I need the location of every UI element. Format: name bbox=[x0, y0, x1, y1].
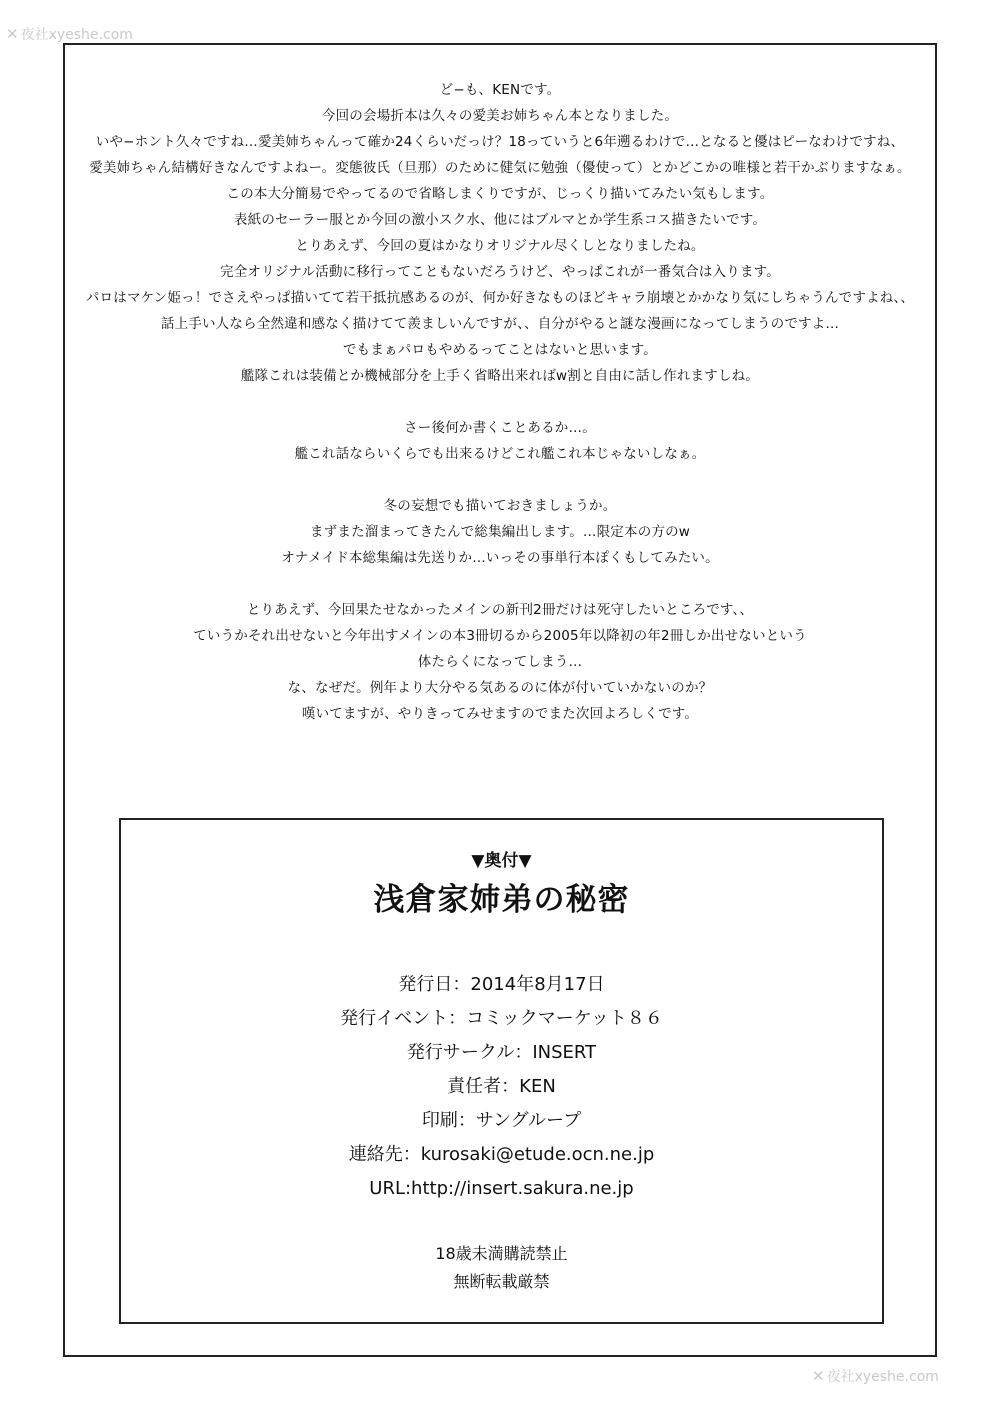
afterword-line: 艦隊これは装備とか機械部分を上手く省略出来ればw割と自由に話し作れますしね。 bbox=[240, 368, 760, 384]
issue-date: 発行日：2014年8月17日 bbox=[398, 974, 605, 995]
notices bbox=[121, 1240, 882, 1296]
afterword-line: 表紙のセーラー服とか今回の激小スク水、他にはブルマとか学生系コス描きたいです。 bbox=[233, 212, 767, 228]
afterword-line: 愛美姉ちゃん結構好きなんですよねー。変態彼氏（旦那）のために健気に勉強（優使って）とかどこかの唯様と若干かぶりますなぁ。 bbox=[89, 160, 911, 176]
watermark-bottom bbox=[812, 1366, 939, 1386]
afterword-line: でもまぁパロもやめるってことはないと思います。 bbox=[342, 342, 658, 358]
publication-info bbox=[121, 968, 882, 1206]
watermark-top-text: 夜社xyeshe.com bbox=[20, 27, 133, 43]
afterword-text bbox=[64, 77, 936, 727]
afterword-line: この本大分簡易でやってるので省略しまくりですが、じっくり描いてみたい気もします。 bbox=[226, 186, 774, 202]
responsible-person: 責任者：KEN bbox=[447, 1076, 556, 1097]
afterword-line: オナメイド本総集編は先送りか…いっその事単行本ぽくもしてみたい。 bbox=[281, 550, 719, 566]
afterword-line: 冬の妄想でも描いておきましょうか。 bbox=[383, 498, 617, 514]
paragraph-gap bbox=[64, 571, 936, 597]
paragraph-gap bbox=[64, 389, 936, 415]
printer: 印刷：サングループ bbox=[421, 1110, 582, 1131]
afterword-line: 嘆いてますが、やりきってみせますのでまた次回よろしくです。 bbox=[301, 706, 699, 722]
watermark-bottom-text: 夜社xyeshe.com bbox=[826, 1369, 939, 1385]
afterword-line: いや−ホント久々ですね…愛美姉ちゃんって確か24くらいだっけ？18っていうと6年遡るわけで…となると優はピーなわけですね、 bbox=[95, 134, 905, 150]
afterword-line: 今回の会場折本は久々の愛美お姉ちゃん本となりました。 bbox=[321, 108, 679, 124]
afterword-line: 艦これ話ならいくらでも出来るけどこれ艦これ本じゃないしなぁ。 bbox=[294, 446, 706, 462]
colophon-heading: ▼奥付▼ bbox=[471, 851, 532, 871]
x-logo-icon: ✕ bbox=[6, 25, 19, 43]
afterword-line: とりあえず、今回果たせなかったメインの新刊2冊だけは死守したいところです、、 bbox=[246, 602, 754, 618]
afterword-line: ど−も、KENです。 bbox=[439, 82, 561, 98]
afterword-line: パロはマケン姫っ！でさえやっぱ描いてて若干抵抗感あるのが、何か好きなものほどキャラ崩壊とかかなり気にしちゃうんですよね、、 bbox=[85, 290, 915, 306]
age-restriction-notice: 18歳未満購読禁止 bbox=[435, 1244, 568, 1263]
issue-event: 発行イベント：コミックマーケット８６ bbox=[340, 1008, 663, 1029]
afterword-line: 完全オリジナル活動に移行ってこともないだろうけど、やっぱこれが一番気合は入ります。 bbox=[220, 264, 780, 280]
watermark-top bbox=[6, 24, 133, 44]
afterword-line: ていうかそれ出せないと今年出すメインの本3冊切るから2005年以降初の年2冊しか出せないという bbox=[193, 628, 807, 644]
issue-circle: 発行サークル：INSERT bbox=[406, 1042, 597, 1063]
afterword-line: な、なぜだ。例年より大分やる気あるのに体が付いていかないのか？ bbox=[287, 680, 713, 696]
paragraph-gap bbox=[64, 467, 936, 493]
afterword-line: さー後何か書くことあるか…。 bbox=[404, 420, 596, 436]
afterword-line: 話上手い人なら全然違和感なく描けてて羨ましいんですが、、自分がやると謎な漫画になってしまうのですよ… bbox=[160, 316, 840, 332]
no-reproduction-notice: 無断転載厳禁 bbox=[453, 1272, 550, 1291]
afterword-line: まずまた溜まってきたんで総集編出します。…限定本の方のw bbox=[309, 524, 691, 540]
afterword-line: 体たらくになってしまう… bbox=[417, 654, 583, 670]
website-url: URL:http://insert.sakura.ne.jp bbox=[369, 1178, 634, 1199]
x-logo-icon: ✕ bbox=[812, 1367, 825, 1385]
afterword-line: とりあえず、今回の夏はかなりオリジナル尽くしとなりましたね。 bbox=[295, 238, 705, 254]
book-title: 浅倉家姉弟の秘密 bbox=[373, 882, 630, 918]
contact-email: 連絡先：kurosaki@etude.ocn.ne.jp bbox=[348, 1144, 655, 1165]
colophon-box bbox=[119, 818, 884, 1324]
